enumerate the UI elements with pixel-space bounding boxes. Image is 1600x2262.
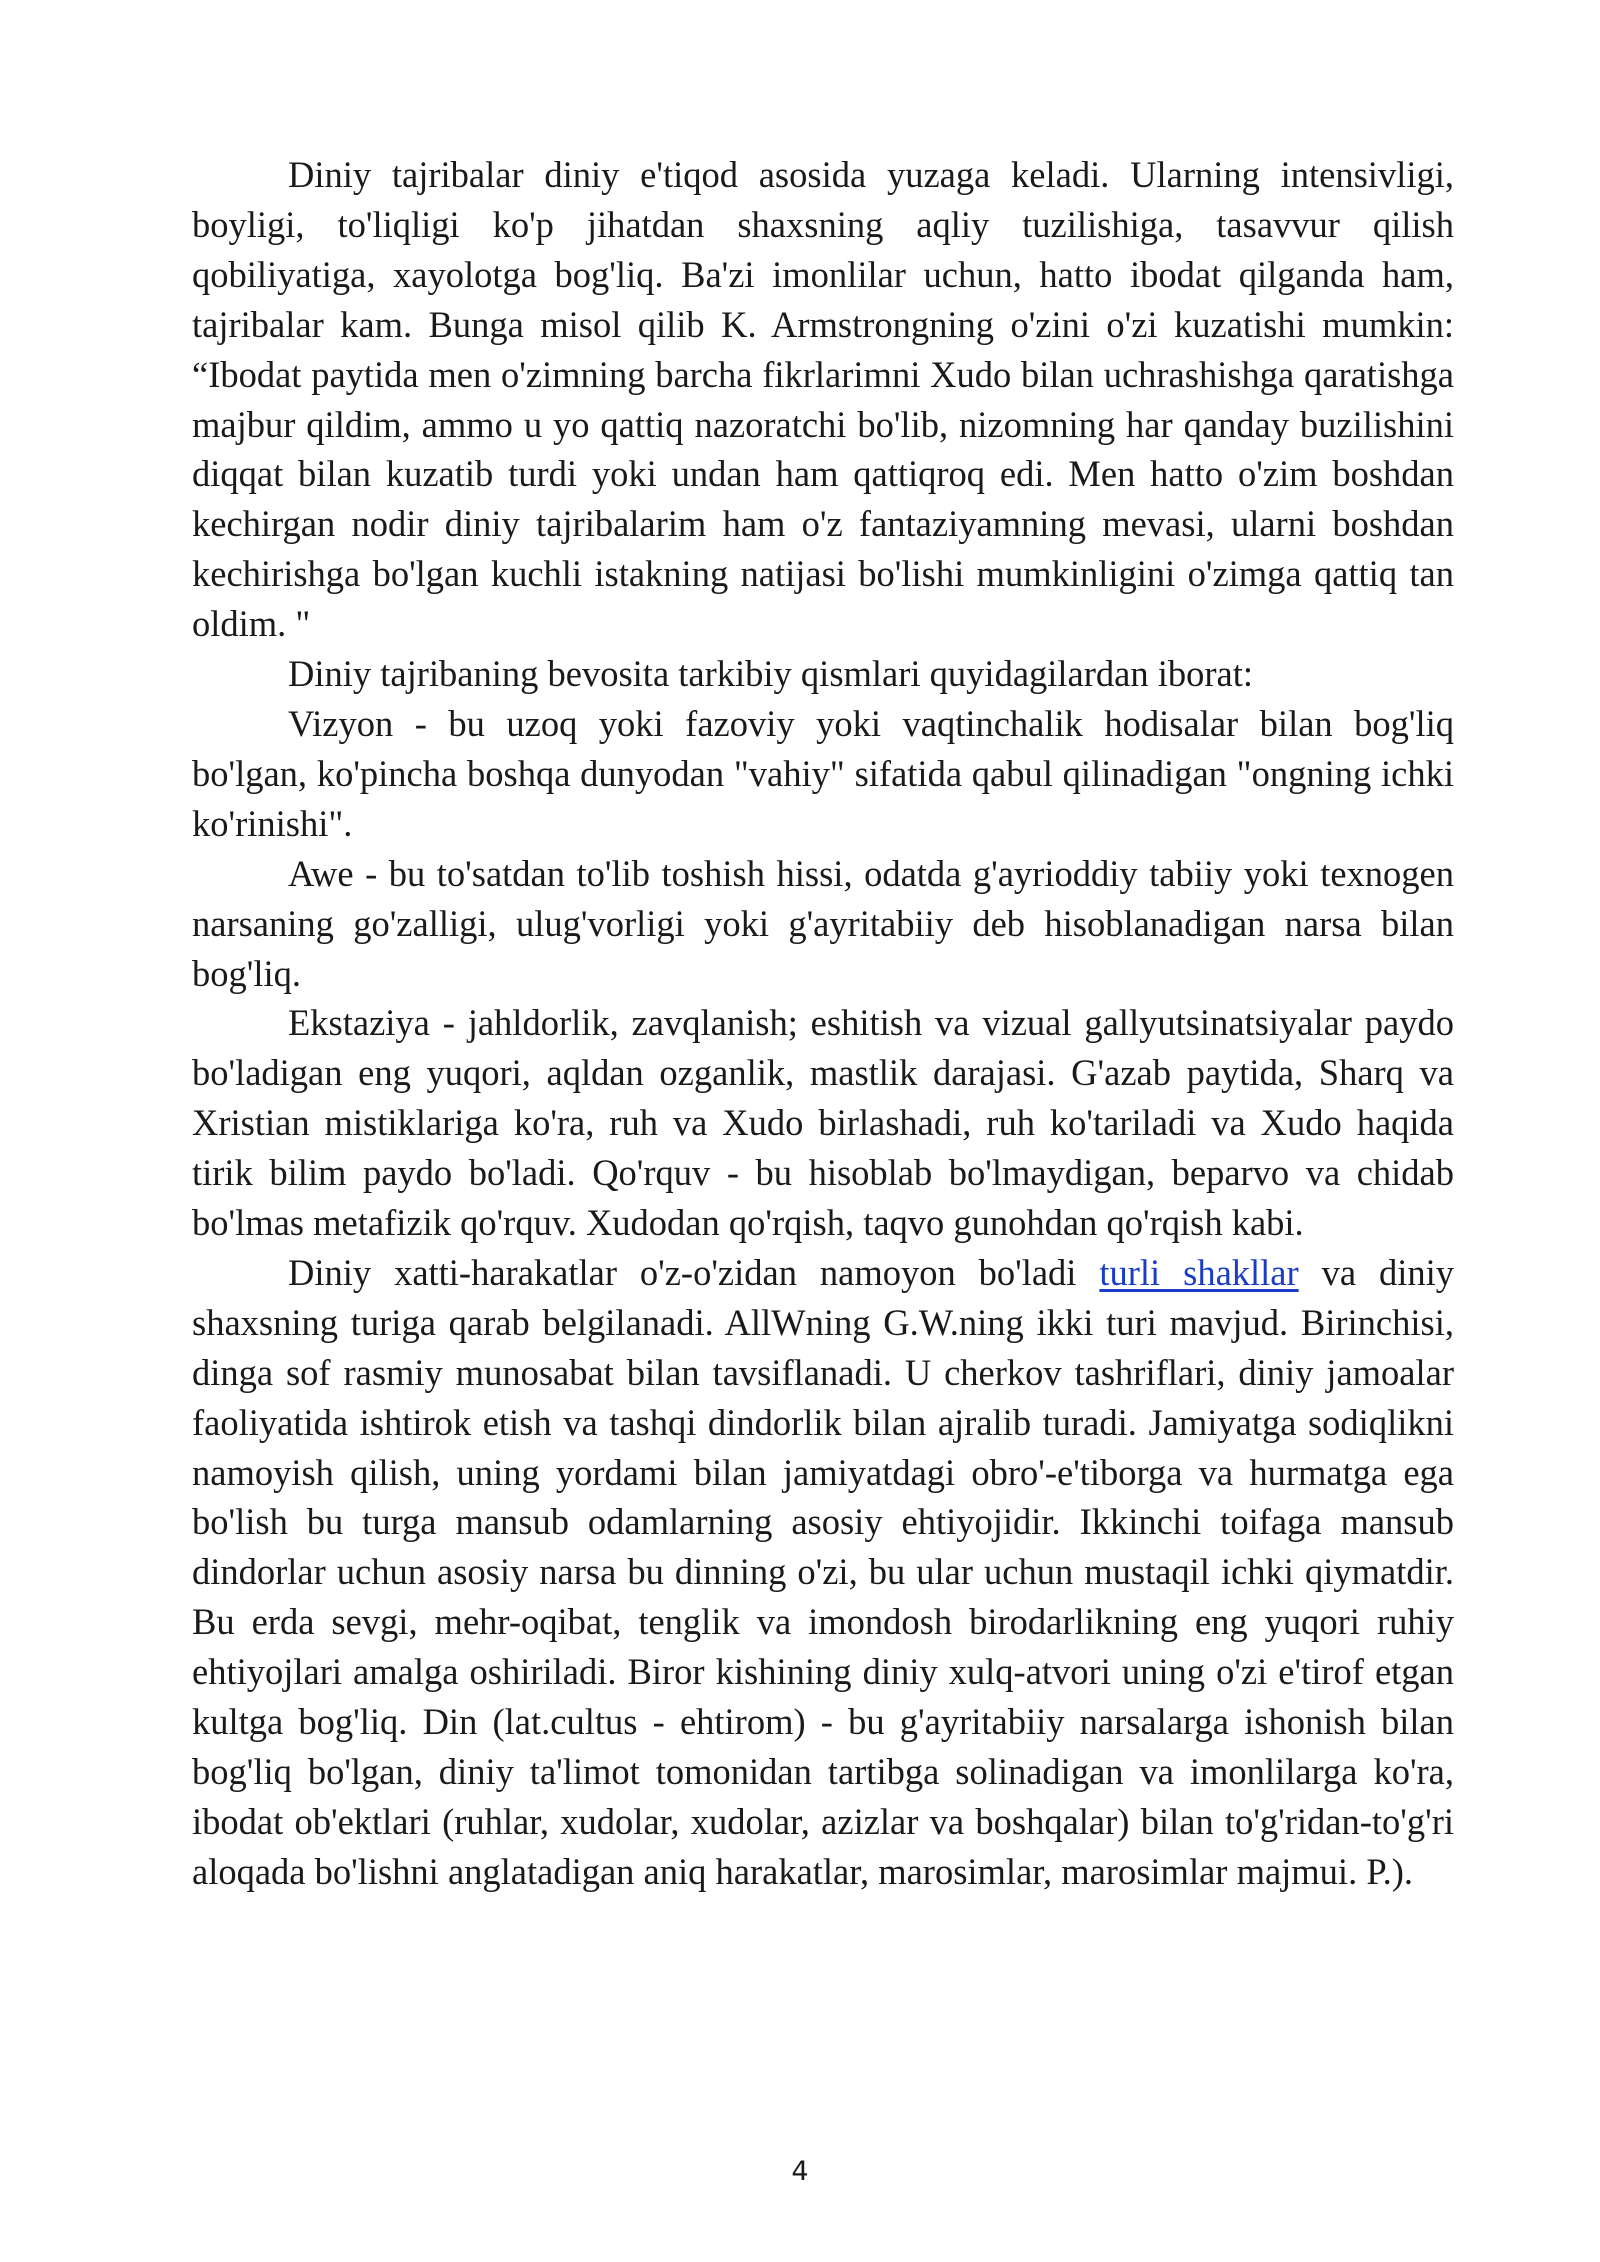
paragraph-religious-behavior [192, 1248, 1454, 1897]
paragraph-text-before-link: Diniy xatti-harakatlar o'z-o'zidan namoyon bo'ladi [288, 1251, 1100, 1293]
paragraph-religious-experience: Diniy tajribalar diniy e'tiqod asosida yuzaga keladi. Ularning intensivligi, boyligi, to'liqligi ko'p jihatdan shaxsning aqliy tuzilishiga, tasavvur qilish qobiliyatiga, xayolotga bog'liq. Ba'zi imonlilar uchun, hatto ibodat qilganda ham, tajribalar kam. Bunga misol qilib K. Armstrongning o'zini o'zi kuzatishi mumkin: “Ibodat paytida men o'zimning barcha fikrlarimni Xudo bilan uchrashishga qaratishga majbur qildim, ammo u yo qattiq nazoratchi bo'lib, nizomning har qanday buzilishini diqqat bilan kuzatib turdi yoki undan ham qattiqroq edi. Men hatto o'zim boshdan kechirgan nodir diniy tajribalarim ham o'z fantaziyamning mevasi, ularni boshdan kechirishga bo'lgan kuchli istakning natijasi bo'lishi mumkinligini o'zimga qattiq tan oldim. " [192, 154, 1454, 645]
paragraph-awe: Awe - bu to'satdan to'lib toshish hissi, odatda g'ayrioddiy tabiiy yoki texnogen narsaning go'zalligi, ulug'vorligi yoki g'ayritabiiy deb hisoblanadigan narsa bilan bog'liq. [192, 852, 1454, 994]
paragraph-ecstasy: Ekstaziya - jahldorlik, zavqlanish; eshitish va vizual gallyutsinatsiyalar paydo bo'ladigan eng yuqori, aqldan ozganlik, mastlik darajasi. G'azab paytida, Sharq va Xristian mistiklariga ko'ra, ruh va Xudo birlashadi, ruh ko'tariladi va Xudo haqida tirik bilim paydo bo'ladi. Qo'rquv - bu hisoblab bo'lmaydigan, beparvo va chidab bo'lmas metafizik qo'rquv. Xudodan qo'rqish, taqvo gunohdan qo'rqish kabi. [192, 1002, 1454, 1244]
turli-shakllar-link[interactable]: turli shakllar [1099, 1251, 1299, 1293]
page-number: 4 [791, 2156, 809, 2187]
paragraph-text-after-link: va diniy shaxsning turiga qarab belgilanadi. AllWning G.W.ning ikki turi mavjud. Birinchisi, dinga sof rasmiy munosabat bilan tavsiflanadi. U cherkov tashriflari, diniy jamoalar faoliyatida ishtirok etish va tashqi dindorlik bilan ajralib turadi. Jamiyatga sodiqlikni namoyish qilish, uning yordami bilan jamiyatdagi obro'-e'tiborga va hurmatga ega bo'lish bu turga mansub odamlarning asosiy ehtiyojidir. Ikkinchi toifaga mansub dindorlar uchun asosiy narsa bu dinning o'zi, bu ular uchun mustaqil ichki qiymatdir. Bu erda sevgi, mehr-oqibat, tenglik va imondosh birodarlikning eng yuqori ruhiy ehtiyojlari amalga oshiriladi. Biror kishining diniy xulq-atvori uning o'zi e'tirof etgan kultga bog'liq. Din (lat.cultus - ehtirom) - bu g'ayritabiiy narsalarga ishonish bilan bog'liq bo'lgan, diniy ta'limot tomonidan tartibga solinadigan va imonlilarga ko'ra, ibodat ob'ektlari (ruhlar, xudolar, xudolar, azizlar va boshqalar) bilan to'g'ridan-to'g'ri aloqada bo'lishni anglatadigan aniq harakatlar, marosimlar, marosimlar majmui. P.). [192, 1251, 1454, 1892]
paragraph-vision: Vizyon - bu uzoq yoki fazoviy yoki vaqtinchalik hodisalar bilan bog'liq bo'lgan, ko'pincha boshqa dunyodan "vahiy" sifatida qabul qilinadigan "ongning ichki ko'rinishi". [192, 702, 1454, 844]
paragraph-components-intro: Diniy tajribaning bevosita tarkibiy qismlari quyidagilardan iborat: [288, 653, 1254, 695]
document-page [192, 150, 1454, 1897]
